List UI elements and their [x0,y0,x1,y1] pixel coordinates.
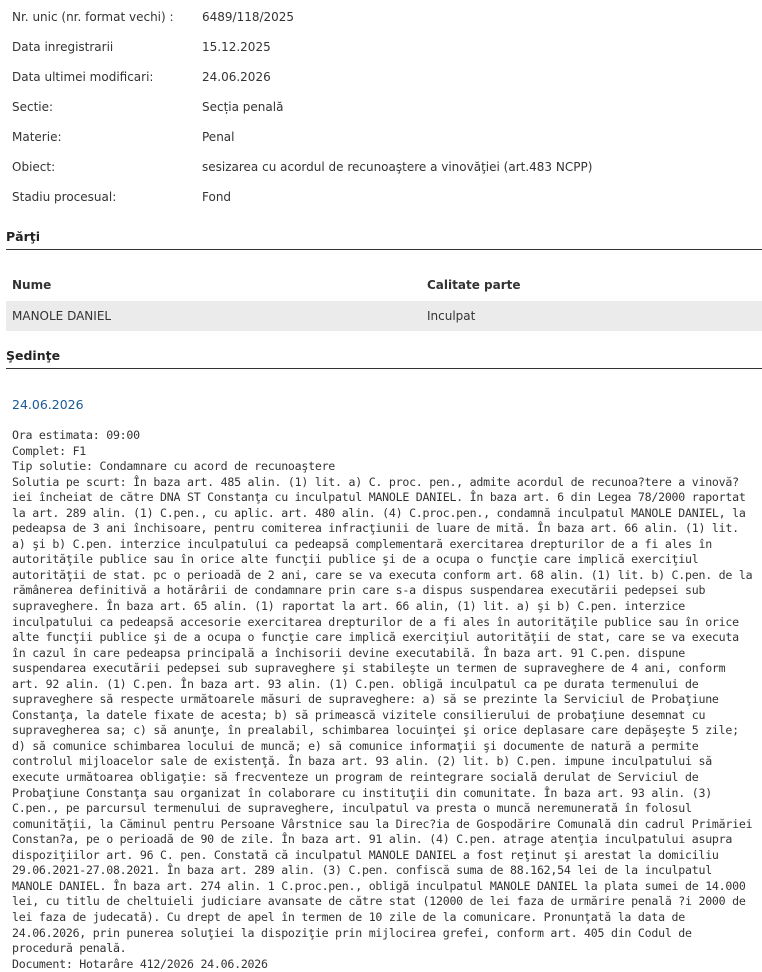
parti-table-header [6,272,762,298]
field-label: Data inregistrarii [12,40,114,54]
hearing-time: Ora estimata: 09:00 [12,428,140,442]
field-value: Penal [202,130,235,144]
field-label: Obiect: [12,160,56,174]
parti-section-title: Părţi [6,229,762,250]
hearing-document: Document: Hotarâre 412/2026 24.06.2026 [12,956,268,971]
field-value: sesizarea cu acordul de recunoaştere a vinovăţiei (art.483 NCPP) [202,160,593,174]
field-label: Data ultimei modificari: [12,70,154,84]
solution-summary: Solutia pe scurt: În baza art. 485 alin. (1) lit. a) C. proc. pen., admite acordul de recunoa?tere a vinovă?iei încheiat de către DNA ST Constanţa cu inculpatul MANOLE DANIEL. În baza art. 6 din Legea 78/2000 raportat la art. 289 alin. (1) C.pen., cu aplic. art. 480 alin. (4) C.proc.pen., condamnă inculpatul MANOLE DANIEL, la pedeapsa de 3 ani închisoare, pentru comiterea infracţiunii de luare de mită. În baza art. 66 alin. (1) lit. a) şi b) C.pen. interzice inculpatului ca pedeapsă complementară exercitarea drepturilor de a fi ales în autorităţile publice sau în orice alte funcţii publice şi de a ocupa o funcţie care implică exerciţiul autorităţii de stat. pc o perioadă de 2 ani, care se va executa conform art. 68 alin. (1) lit. b) C.pen. de la rămânerea definitivă a hotărârii de condamnare prin care s-a dispus suspendarea executării pedepsei sub supraveghere. În baza art. 65 alin. (1) raportat la art. 66 alin, (1) lit. a) şi b) C.pen. interzice inculpatului ca pedeapsă accesorie exercitarea drepturilor de a fi ales în autorităţile publice sau în orice alte funcţii publice şi de a ocupa o funcţie care implică exerciţiul autorităţii de stat, care se va executa în cazul în care pedeapsa principală a închisorii devine executabilă. În baza art. 91 C.pen. dispune suspendarea executării pedepsei sub supraveghere şi stabileşte un termen de supraveghere de 4 ani, conform art. 92 alin. (1) C.pen. În baza art. 93 alin. (1) C.pen. obligă inculpatul ca pe durata termenului de supraveghere să respecte următoarele măsuri de supraveghere: a) să se prezinte la Serviciul de Probaţiune Constanţa, la datele fixate de acesta; b) să primească vizitele consilierului de probaţiune desemnat cu supravegherea sa; c) să anunţe, în prealabil, schimbarea locuinţei şi orice deplasare care depăşeşte 5 zile; d) să comunice schimbarea locului de muncă; e) să comunice informaţii şi documente de natură a permite controlul mijloacelor sale de existenţă. În baza art. 93 alin. (2) lit. b) C.pen. impune inculpatului să execute următoarea obligaţie: să frecventeze un program de reintegrare socială derulat de Serviciul de Probaţiune Constanţa sau organizat în colaborare cu instituţii din comunitate. În baza art. 93 alin. (3) C.pen., pe parcursul termenului de supraveghere, inculpatul va presta o muncă neremunerată în folosul comunităţii, la Căminul pentru Persoane Vârstnice sau la Direc?ia de Gospodărire Comunală din cadrul Primăriei Constan?a, pe o perioadă de 90 de zile. În baza art. 91 alin. (4) C.pen. atrage atenţia inculpatului asupra dispoziţiilor art. 96 C. pen. Constată că inculpatul MANOLE DANIEL a fost reţinut şi arestat la domiciliu 29.06.2021-27.08.2021. În baza art. 289 alin. (3) C.pen. confiscă suma de 88.162,54 lei de la inculpatul MANOLE DANIEL. În baza art. 274 alin. 1 C.proc.pen., obligă inculpatul MANOLE DANIEL la plata sumei de 14.000 lei, cu titlu de cheltuieli judiciare avansate de către stat (12000 de lei faza de urmărire penală ?i 2000 de lei faza de judecată). Cu drept de apel în termen de 10 zile de la comunicare. Pronunţată la data de 24.06.2026, prin punerea soluţiei la dispoziţie prin mijlocirea grefei, conform art. 405 din Codul de procedură penală. [12,474,753,956]
table-row [6,301,762,331]
field-label: Sectie: [12,100,54,114]
hearing-panel: Complet: F1 [12,443,87,458]
field-value: Secția penală [202,100,284,114]
party-role: Inculpat [427,309,476,323]
party-name: MANOLE DANIEL [12,309,112,323]
field-label: Materie: [12,130,62,144]
field-value: Fond [202,190,232,204]
field-value: 6489/118/2025 [202,10,295,24]
field-value: 15.12.2025 [202,40,271,54]
column-header-nume: Nume [12,278,52,292]
hearing-details [12,428,758,972]
solution-type: Tip solutie: Condamnare cu acord de recunoaştere [12,459,336,474]
field-value: 24.06.2026 [202,70,271,84]
field-label: Nr. unic (nr. format vechi) : [12,10,174,24]
sedinte-section-title: Şedinţe [6,348,762,369]
column-header-calitate: Calitate parte [427,278,521,292]
hearing-date: 24.06.2026 [12,397,84,412]
field-label: Stadiu procesual: [12,190,117,204]
